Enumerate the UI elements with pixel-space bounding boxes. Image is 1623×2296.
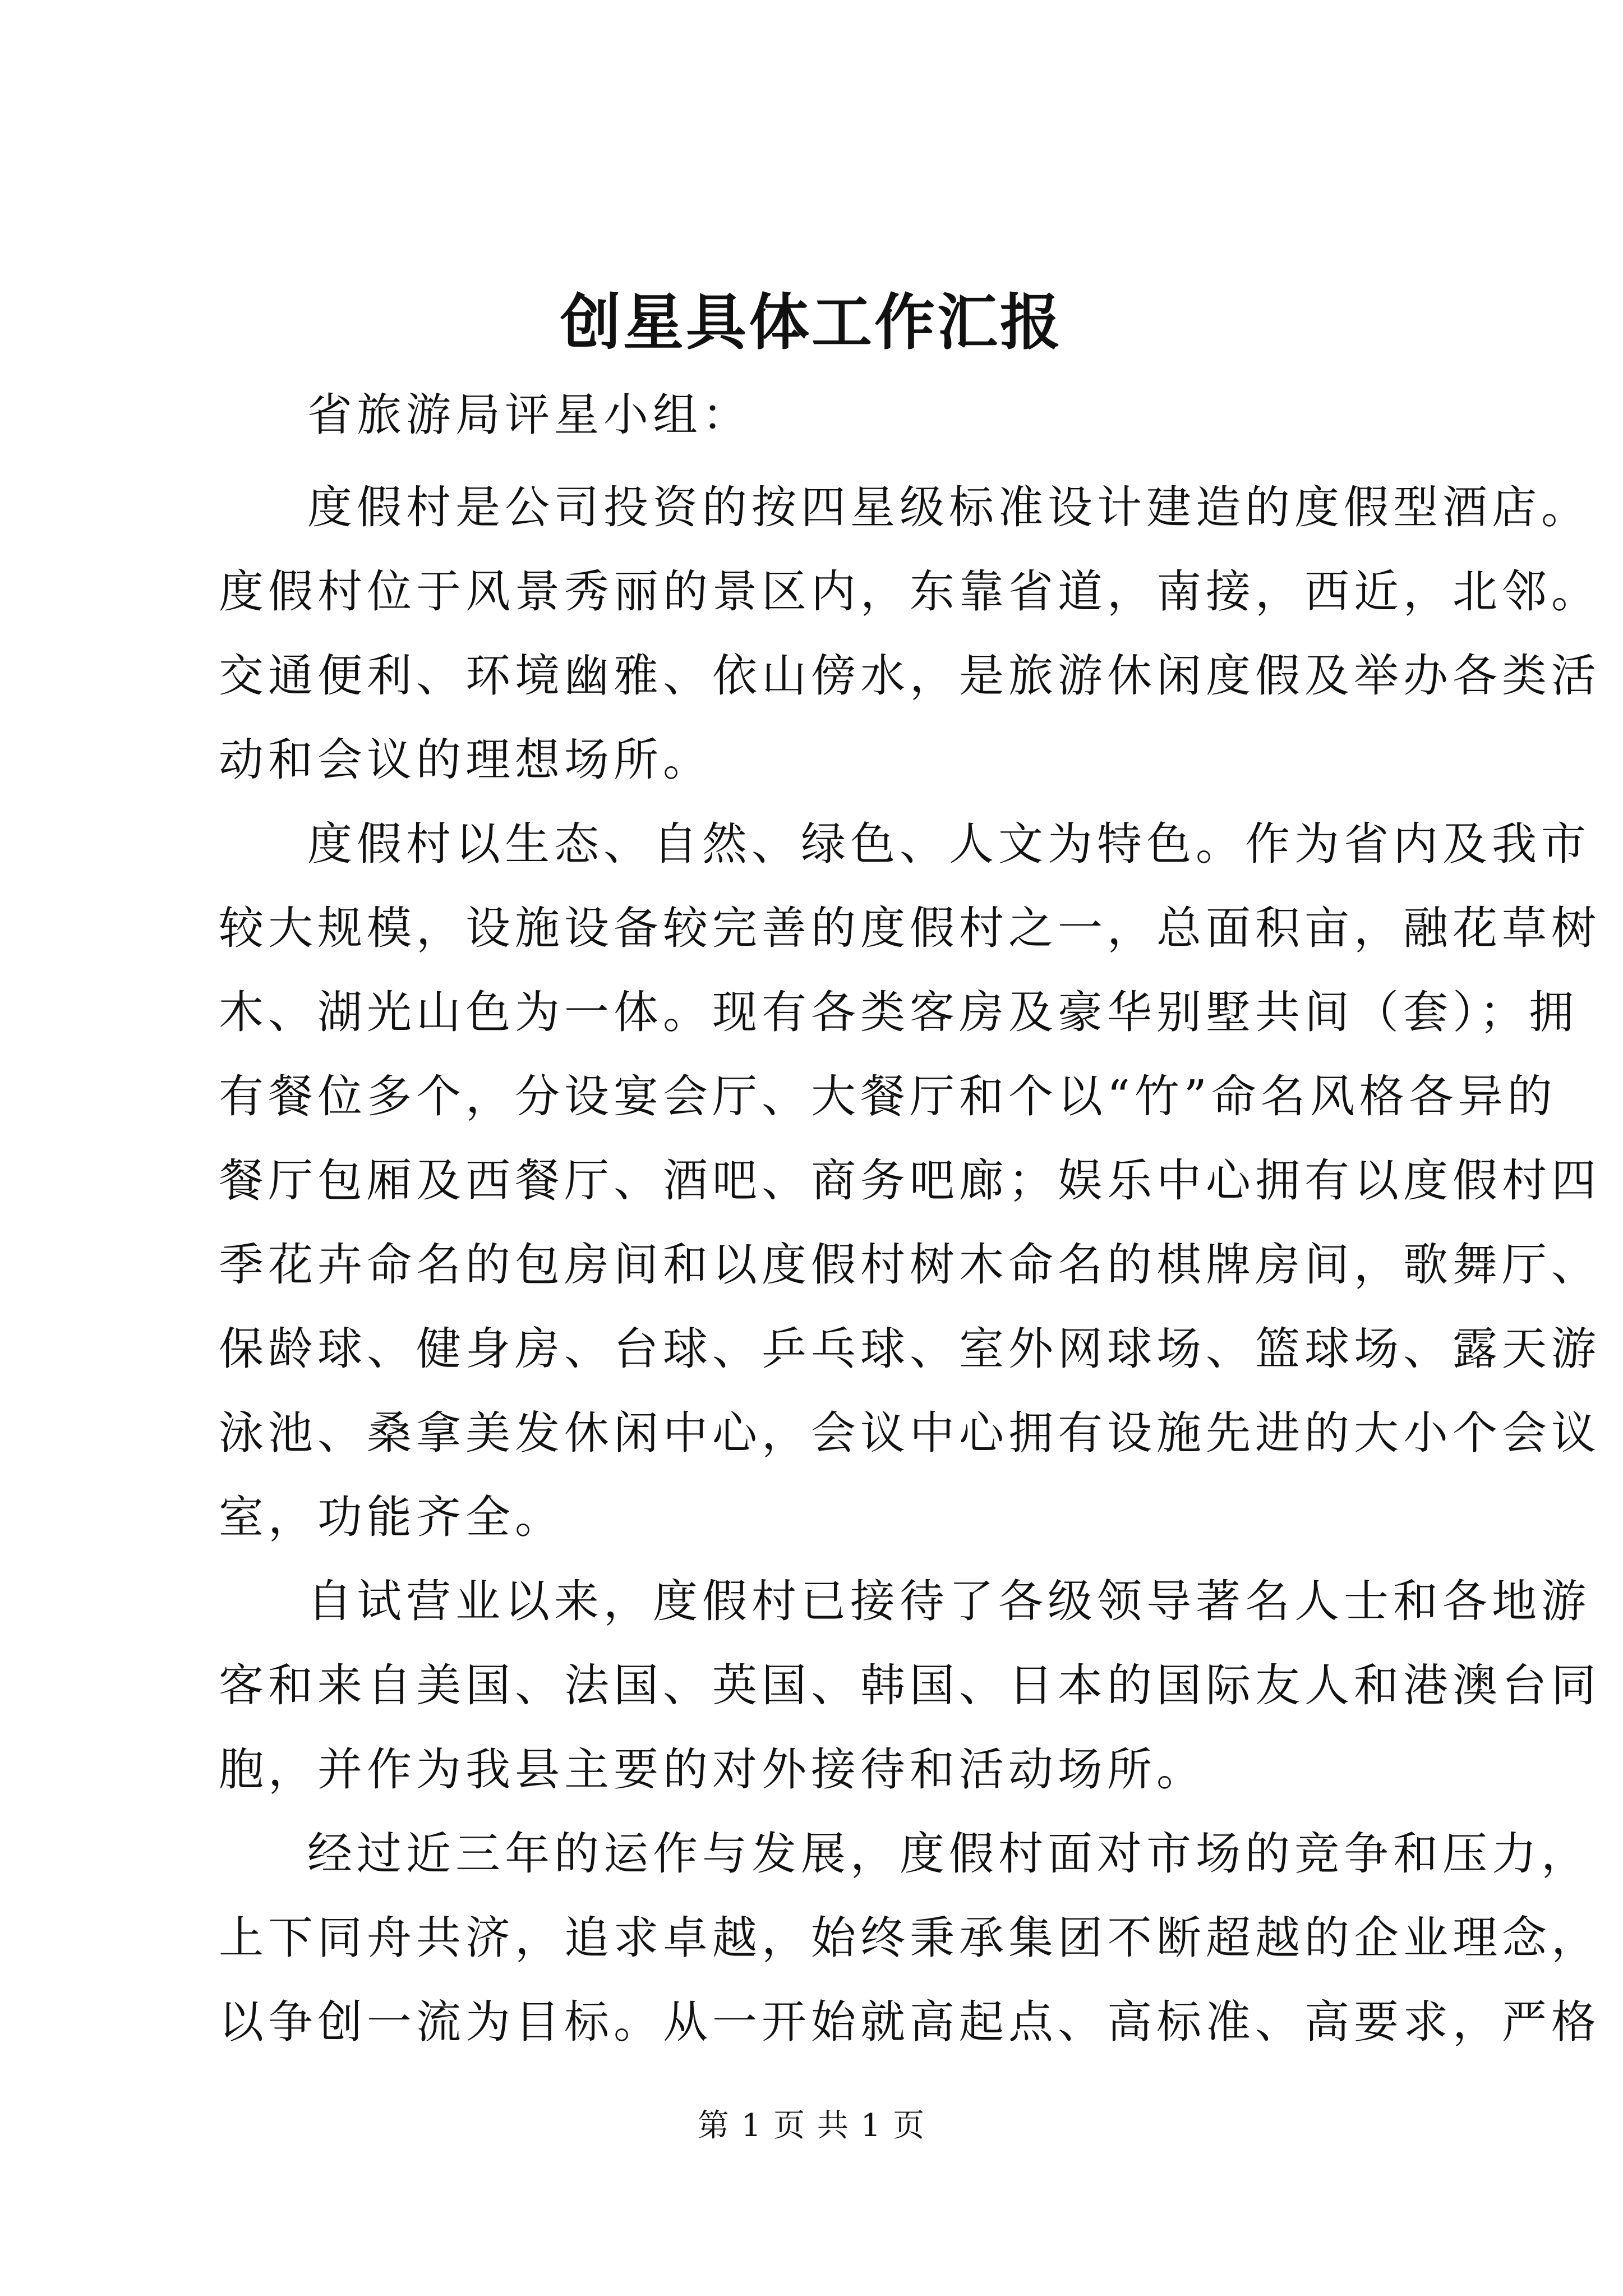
document-title: 创星具体工作汇报	[560, 287, 1063, 358]
body-line: 胞，并作为我县主要的对外接待和活动场所。	[219, 1743, 1206, 1796]
body-line: 经过近三年的运作与发展，度假村面对市场的竞争和压力，	[307, 1828, 1590, 1880]
body-line: 木、湖光山色为一体。现有各类客房及豪华别墅共间（套）；拥	[219, 986, 1578, 1038]
body-line: 度假村位于风景秀丽的景区内，东靠省道，南接，西近，北邻。	[219, 565, 1601, 618]
body-line: 度假村以生态、自然、绿色、人文为特色。作为省内及我市	[307, 818, 1590, 870]
body-line: 上下同舟共济，追求卓越，始终秉承集团不断超越的企业理念，	[219, 1912, 1601, 1964]
body-line: 客和来自美国、法国、英国、韩国、日本的国际友人和港澳台同	[219, 1659, 1601, 1711]
body-line: 季花卉命名的包房间和以度假村树木命名的棋牌房间，歌舞厅、	[219, 1239, 1601, 1291]
page-number: 第 1 页 共 1 页	[697, 2108, 926, 2144]
body-line: 保龄球、健身房、台球、乒乓球、室外网球场、篮球场、露天游	[219, 1323, 1601, 1375]
body-line: 度假村是公司投资的按四星级标准设计建造的度假型酒店。	[307, 481, 1590, 533]
body-line: 动和会议的理想场所。	[219, 734, 712, 786]
body-line: 有餐位多个，分设宴会厅、大餐厅和个以“竹”命名风格各异的	[219, 1070, 1557, 1122]
body-line: 较大规模，设施设备较完善的度假村之一，总面积亩，融花草树	[219, 902, 1601, 954]
body-line: 交通便利、环境幽雅、依山傍水，是旅游休闲度假及举办各类活	[219, 650, 1601, 702]
body-line: 以争创一流为目标。从一开始就高起点、高标准、高要求，严格	[219, 1996, 1601, 2048]
body-line: 自试营业以来，度假村已接待了各级领导著名人士和各地游	[307, 1575, 1590, 1627]
body-line: 泳池、桑拿美发休闲中心，会议中心拥有设施先进的大小个会议	[219, 1407, 1601, 1459]
body-line: 餐厅包厢及西餐厅、酒吧、商务吧廊；娱乐中心拥有以度假村四	[219, 1154, 1601, 1207]
body-line: 室，功能齐全。	[219, 1491, 564, 1543]
salutation-line: 省旅游局评星小组：	[307, 389, 751, 441]
